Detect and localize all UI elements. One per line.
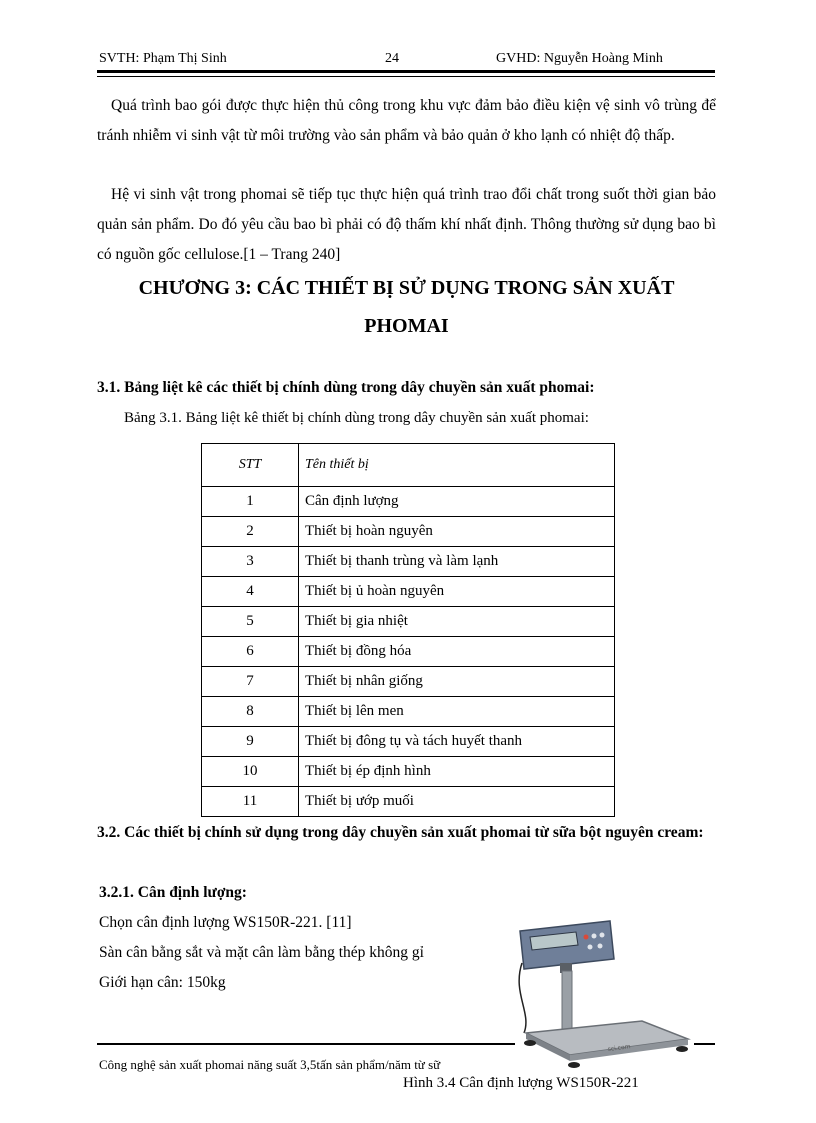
header-rule-thin	[97, 76, 715, 77]
scale-capacity-line: Giới hạn cân: 150kg	[99, 974, 226, 991]
row-stt: 4	[202, 577, 299, 607]
footer-rule-left	[97, 1043, 515, 1045]
footer-text: Công nghệ sản xuất phomai năng suất 3,5tấn sản phẩm/năm từ sữ	[99, 1057, 441, 1072]
scale-model-line: Chọn cân định lượng WS150R-221. [11]	[99, 914, 352, 931]
table-row	[202, 787, 615, 817]
row-stt: 2	[202, 517, 299, 547]
table-row	[202, 517, 615, 547]
row-stt: 7	[202, 667, 299, 697]
section-heading-3-1: 3.1. Bảng liệt kê các thiết bị chính dùng trong dây chuyền sản xuất phomai:	[97, 379, 595, 396]
row-equipment: Thiết bị gia nhiệt	[299, 607, 615, 637]
indicator-button-icon	[584, 935, 589, 940]
figure-caption: Hình 3.4 Cân định lượng WS150R-221	[403, 1075, 639, 1091]
scale-foot	[524, 1040, 536, 1046]
row-equipment: Thiết bị ướp muối	[299, 787, 615, 817]
paragraph-packaging: Quá trình bao gói được thực hiện thủ công trong khu vực đảm bảo điều kiện vệ sinh vô trùng để tránh nhiễm vi sinh vật từ môi trường vào sản phẩm và bảo quản ở kho lạnh có nhiệt độ thấp.	[97, 97, 716, 144]
indicator-button-icon	[598, 944, 603, 949]
table-row	[202, 607, 615, 637]
row-equipment: Cân định lượng	[299, 487, 615, 517]
row-stt: 6	[202, 637, 299, 667]
table-row	[202, 547, 615, 577]
table-row	[202, 667, 615, 697]
row-stt: 3	[202, 547, 299, 577]
scale-foot	[568, 1062, 580, 1068]
row-equipment: Thiết bị đông tụ và tách huyết thanh	[299, 727, 615, 757]
column-header-name: Tên thiết bị	[299, 444, 615, 487]
column-header-stt: STT	[202, 444, 299, 487]
scale-material-line: Sàn cân bằng sắt và mặt cân làm bằng thép không gỉ	[99, 944, 424, 961]
table-row	[202, 637, 615, 667]
scale-cable	[519, 963, 526, 1033]
scale-foot	[676, 1046, 688, 1052]
chapter-title-line-1: CHƯƠNG 3: CÁC THIẾT BỊ SỬ DỤNG TRONG SẢN XUẤT	[138, 277, 675, 299]
table-row	[202, 697, 615, 727]
row-stt: 5	[202, 607, 299, 637]
row-equipment: Thiết bị nhân giống	[299, 667, 615, 697]
table-row	[202, 727, 615, 757]
header-student: SVTH: Phạm Thị Sinh	[99, 51, 227, 66]
row-stt: 8	[202, 697, 299, 727]
table-caption: Bảng 3.1. Bảng liệt kê thiết bị chính dùng trong dây chuyền sản xuất phomai:	[124, 410, 589, 426]
row-equipment: Thiết bị lên men	[299, 697, 615, 727]
row-stt: 11	[202, 787, 299, 817]
table-row	[202, 487, 615, 517]
chapter-title-line-2: PHOMAI	[364, 315, 449, 337]
scale-logo: sci.com	[607, 1043, 631, 1053]
section-heading-3-2-1: 3.2.1. Cân định lượng:	[99, 884, 247, 901]
row-equipment: Thiết bị hoàn nguyên	[299, 517, 615, 547]
header-rule-thick	[97, 70, 715, 73]
row-stt: 10	[202, 757, 299, 787]
table-header-row	[202, 444, 615, 487]
equipment-table	[201, 443, 615, 817]
table-row	[202, 757, 615, 787]
header-supervisor: GVHD: Nguyễn Hoàng Minh	[496, 51, 663, 66]
indicator-button-icon	[588, 945, 593, 950]
row-equipment: Thiết bị ủ hoàn nguyên	[299, 577, 615, 607]
row-stt: 1	[202, 487, 299, 517]
table-row	[202, 577, 615, 607]
header-page-number: 24	[385, 51, 399, 66]
weighing-scale-image	[512, 893, 698, 1075]
row-equipment: Thiết bị thanh trùng và làm lạnh	[299, 547, 615, 577]
indicator-button-icon	[600, 933, 605, 938]
paragraph-microbes: Hệ vi sinh vật trong phomai sẽ tiếp tục thực hiện quá trình trao đổi chất trong suốt thời gian bảo quản sản phẩm. Do đó yêu cầu bao bì phải có độ thấm khí nhất định. Thông thường sử dụng bao bì có nguồn gốc cellulose.[1 – Trang 240]	[97, 186, 716, 263]
indicator-button-icon	[592, 934, 597, 939]
row-stt: 9	[202, 727, 299, 757]
section-heading-3-2: 3.2. Các thiết bị chính sử dụng trong dây chuyền sản xuất phomai từ sữa bột nguyên cream:	[97, 824, 704, 841]
row-equipment: Thiết bị đồng hóa	[299, 637, 615, 667]
row-equipment: Thiết bị ép định hình	[299, 757, 615, 787]
